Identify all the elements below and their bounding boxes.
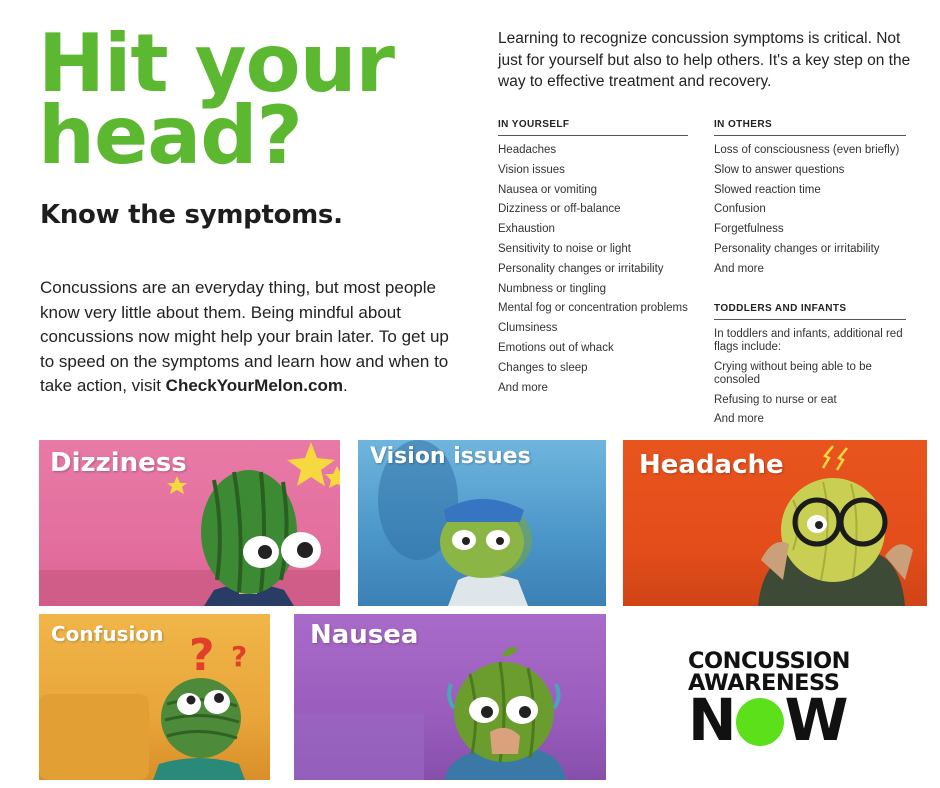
- logo-line-2: AWARENESS: [688, 670, 840, 696]
- list-item: Dizziness or off-balance: [498, 203, 621, 216]
- logo-line-3: [688, 686, 864, 754]
- list-item: Confusion: [714, 203, 766, 216]
- list-item: And more: [714, 262, 764, 275]
- in-others-heading: IN OTHERS: [714, 119, 906, 136]
- list-item: Personality changes or irritability: [714, 242, 880, 255]
- list-item: Emotions out of whack: [498, 341, 614, 354]
- logo-letter-w: W: [784, 686, 847, 754]
- list-item: Numbness or tingling: [498, 282, 607, 295]
- in-others-column: [714, 119, 906, 283]
- logo-letter-n: N: [688, 686, 735, 754]
- confusion-label: Confusion: [51, 622, 164, 646]
- list-item: In toddlers and infants, additional red flags include:: [714, 328, 903, 353]
- headline: [38, 17, 394, 182]
- logo-line-1: CONCUSSION: [688, 648, 850, 674]
- in-yourself-list: [498, 144, 688, 395]
- list-item: Vision issues: [498, 163, 565, 176]
- nausea-tile: [294, 614, 606, 780]
- list-item: Refusing to nurse or eat: [714, 393, 837, 406]
- list-item: Forgetfulness: [714, 223, 784, 236]
- concussion-awareness-now-logo: [688, 648, 864, 754]
- logo-green-circle-icon: [736, 698, 784, 746]
- intro-end: .: [342, 376, 348, 395]
- list-item: Exhaustion: [498, 223, 555, 236]
- question-mark-small-icon: ?: [231, 640, 248, 673]
- in-yourself-heading: IN YOURSELF: [498, 119, 688, 136]
- headline-line-2: head?: [38, 89, 302, 182]
- dizziness-tile: [39, 440, 340, 606]
- list-item: Changes to sleep: [498, 361, 588, 374]
- list-item: Clumsiness: [498, 322, 558, 335]
- in-others-list: [714, 144, 906, 276]
- intro-paragraph: [40, 276, 460, 399]
- nausea-label: Nausea: [310, 620, 419, 650]
- headache-tile: [623, 440, 927, 606]
- list-item: Mental fog or concentration problems: [498, 302, 688, 315]
- list-item: And more: [498, 381, 548, 394]
- intro-text: Concussions are an everyday thing, but most people know very little about them. Being mindful about concussions now might help your brain later. To get up to speed on the symptoms and learn how and when to take action, visit: [40, 278, 449, 395]
- subheadline: Know the symptoms.: [40, 200, 343, 230]
- dizziness-label: Dizziness: [50, 448, 187, 478]
- list-item: Slowed reaction time: [714, 183, 821, 196]
- toddlers-column: [714, 303, 906, 433]
- website-link[interactable]: CheckYourMelon.com: [165, 376, 343, 395]
- list-item: Nausea or vomiting: [498, 183, 598, 196]
- confusion-tile: [39, 614, 270, 780]
- lead-paragraph: Learning to recognize concussion symptoms is critical. Not just for yourself but also to help others. It's a key step on the way to effective treatment and recovery.: [498, 30, 911, 90]
- in-yourself-column: [498, 119, 688, 401]
- vision-tile: [358, 440, 606, 606]
- headline-line-1: Hit your: [38, 17, 394, 110]
- list-item: Headaches: [498, 144, 557, 156]
- list-item: Loss of consciousness (even briefly): [714, 144, 900, 156]
- list-item: Slow to answer questions: [714, 163, 845, 176]
- toddlers-heading: TODDLERS AND INFANTS: [714, 303, 906, 320]
- toddlers-list: [714, 328, 906, 426]
- vision-label: Vision issues: [370, 444, 531, 469]
- list-item: Crying without being able to be consoled: [714, 360, 872, 386]
- list-item: And more: [714, 413, 764, 426]
- list-item: Personality changes or irritability: [498, 262, 664, 275]
- list-item: Sensitivity to noise or light: [498, 242, 631, 255]
- headache-label: Headache: [639, 450, 784, 480]
- question-mark-icon: ?: [189, 630, 215, 681]
